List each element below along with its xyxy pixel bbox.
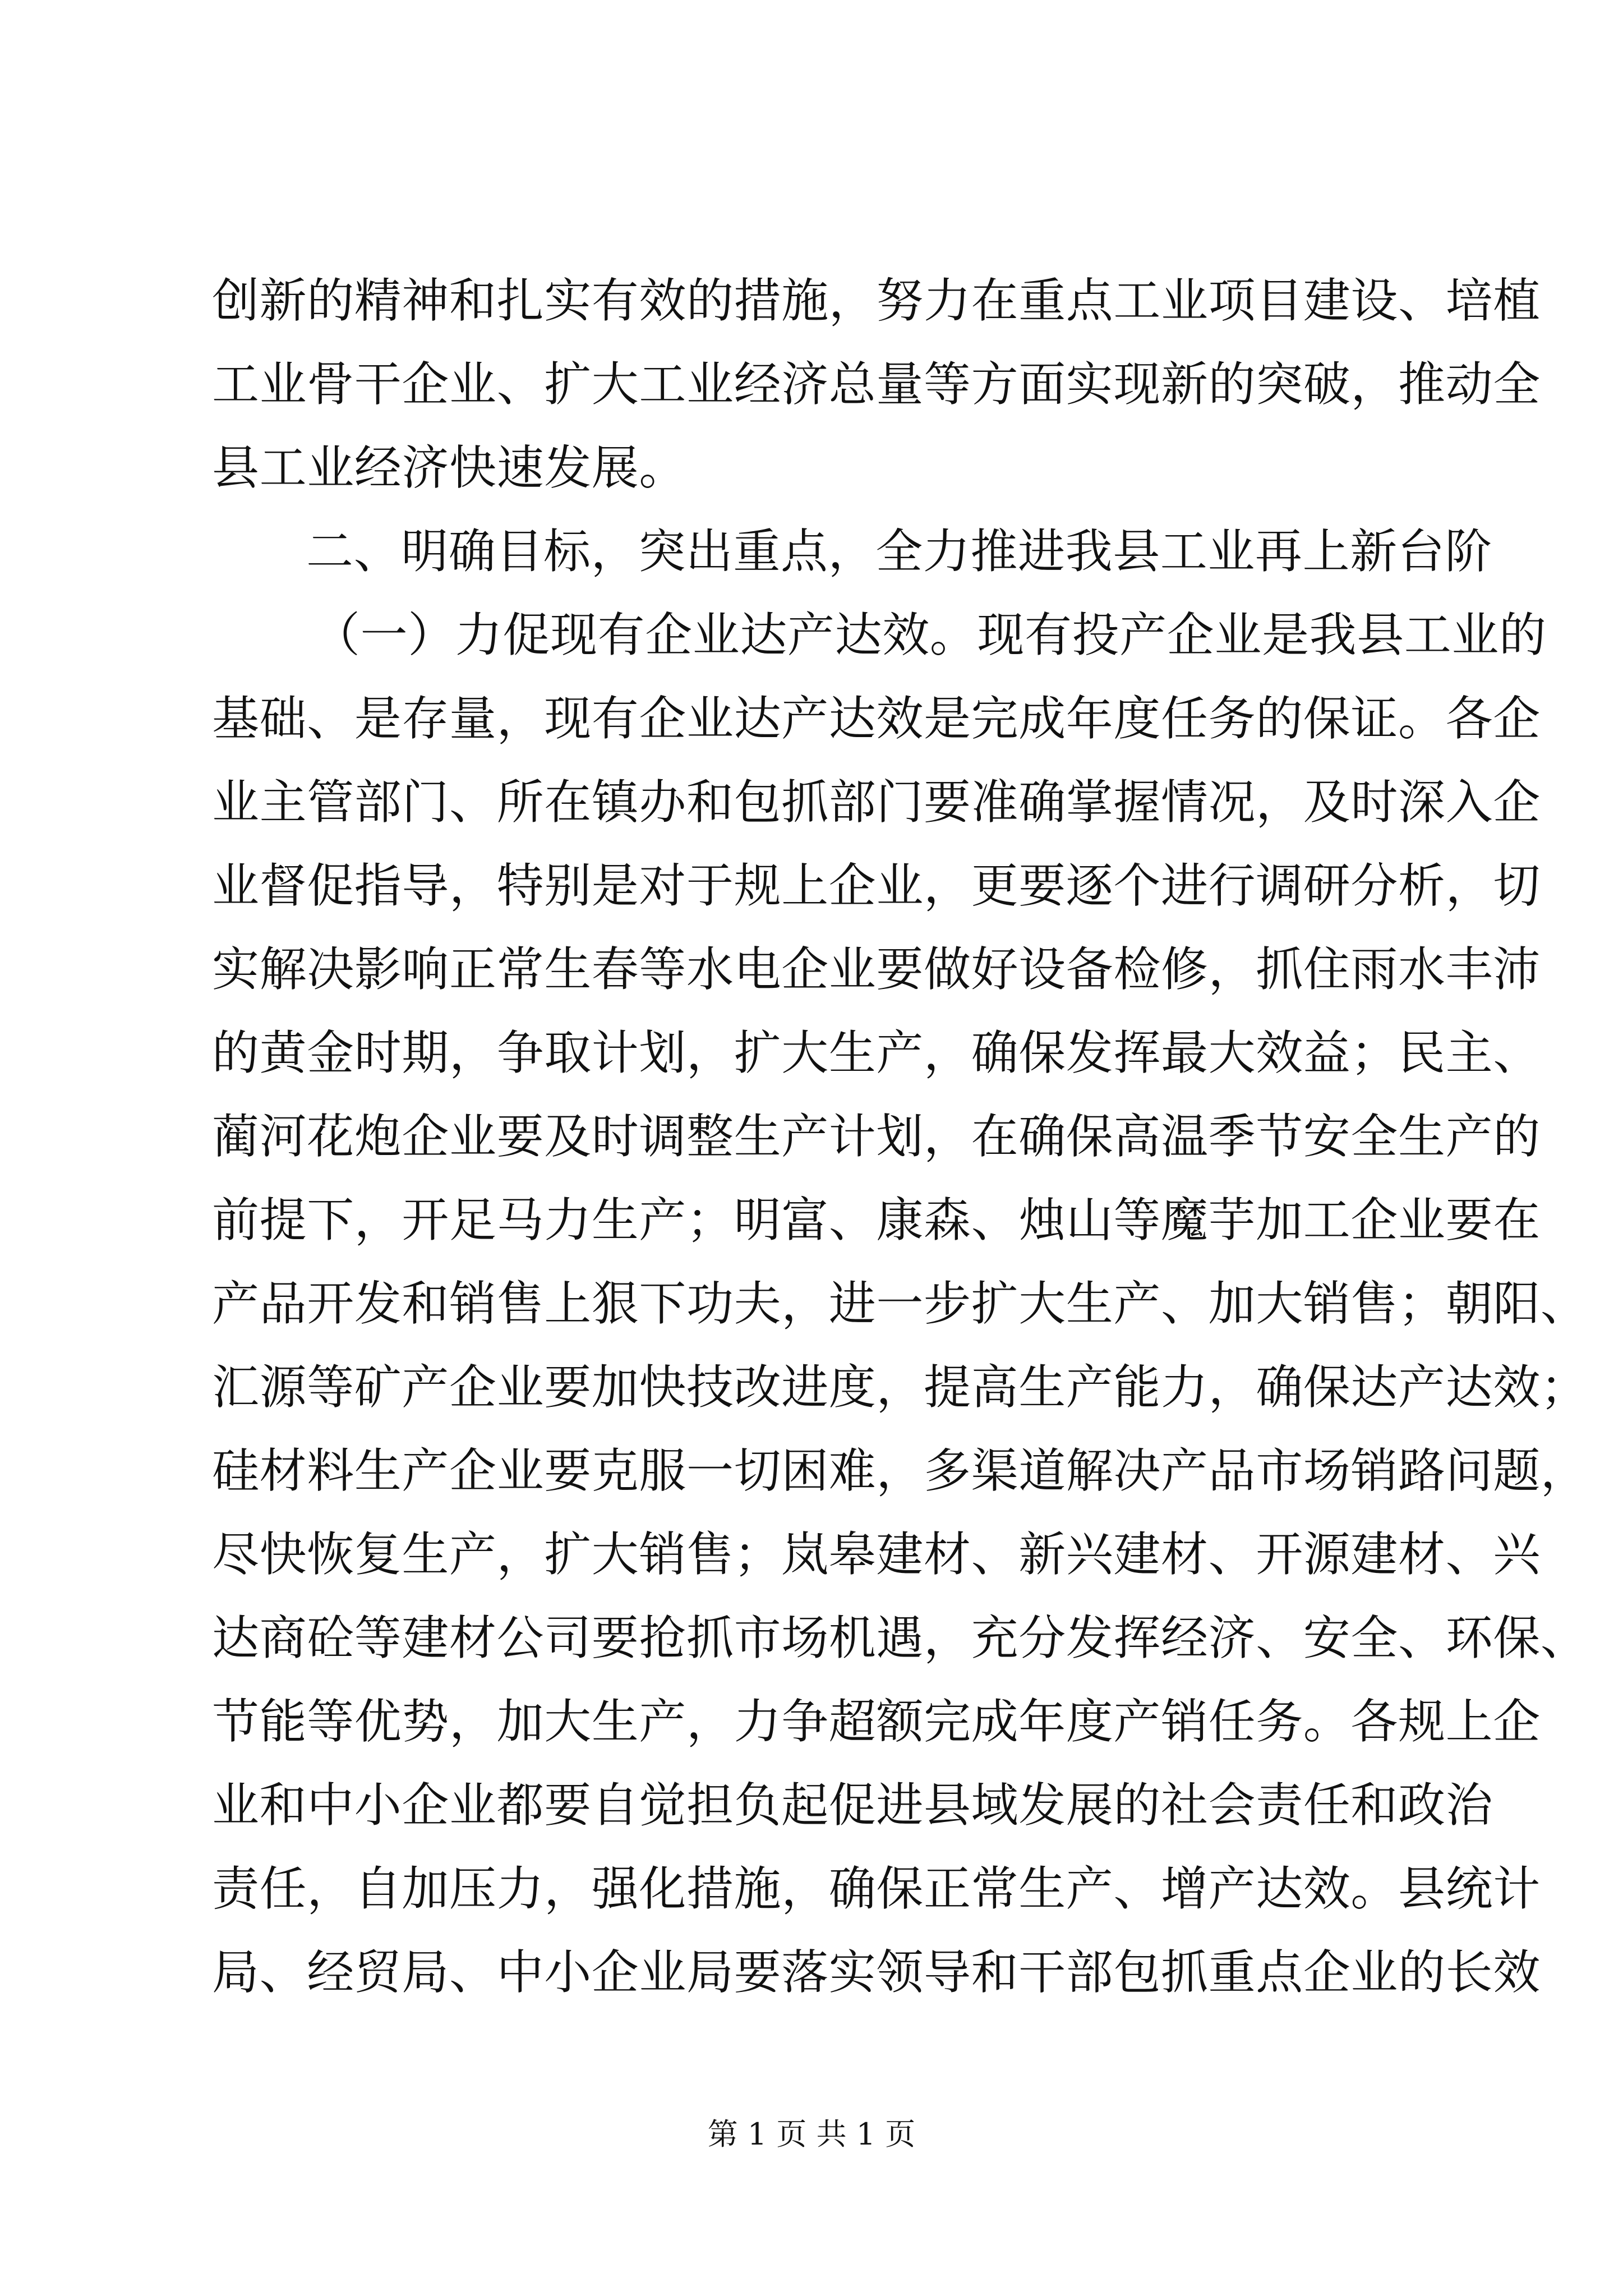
document-body bbox=[212, 259, 1588, 2014]
text-line-7: 业主管部门、所在镇办和包抓部门要准确掌握情况，及时深入企 bbox=[212, 775, 1541, 830]
text-line-20: 责任，自加压力，强化措施，确保正常生产、增产达效。县统计 bbox=[212, 1861, 1541, 1916]
text-line-1: 创新的精神和扎实有效的措施，努力在重点工业项目建设、培植 bbox=[212, 273, 1541, 328]
subsection-paragraph-start: （一）力促现有企业达产达效。现有投产企业是我县工业的 bbox=[313, 608, 1547, 662]
text-line-6: 基础、是存量，现有企业达产达效是完成年度任务的保证。各企 bbox=[212, 691, 1541, 746]
section-heading: 二、明确目标，突出重点，全力推进我县工业再上新台阶 bbox=[306, 524, 1493, 579]
text-line-17: 达商砼等建材公司要抢抓市场机遇，充分发挥经济、安全、环保、 bbox=[212, 1611, 1588, 1665]
text-line-10: 的黄金时期，争取计划，扩大生产，确保发挥最大效益；民主、 bbox=[212, 1025, 1541, 1080]
text-line-2: 工业骨干企业、扩大工业经济总量等方面实现新的突破，推动全 bbox=[212, 357, 1541, 412]
text-line-16: 尽快恢复生产，扩大销售；岚皋建材、新兴建材、开源建材、兴 bbox=[212, 1527, 1541, 1582]
text-line-3: 县工业经济快速发展。 bbox=[212, 440, 687, 495]
page-footer bbox=[0, 2115, 1623, 2154]
text-line-12: 前提下，开足马力生产；明富、康森、烛山等魔芋加工企业要在 bbox=[212, 1193, 1541, 1248]
page-number-label: 第 1 页 共 1 页 bbox=[707, 2116, 916, 2152]
text-line-14: 汇源等矿产企业要加快技改进度，提高生产能力，确保达产达效； bbox=[212, 1360, 1588, 1415]
text-line-13: 产品开发和销售上狠下功夫，进一步扩大生产、加大销售；朝阳、 bbox=[212, 1276, 1588, 1331]
text-line-15: 硅材料生产企业要克服一切困难，多渠道解决产品市场销路问题， bbox=[212, 1443, 1588, 1498]
text-line-11: 蔺河花炮企业要及时调整生产计划，在确保高温季节安全生产的 bbox=[212, 1109, 1541, 1164]
text-line-9: 实解决影响正常生春等水电企业要做好设备检修，抓住雨水丰沛 bbox=[212, 942, 1541, 997]
text-line-8: 业督促指导，特别是对于规上企业，更要逐个进行调研分析，切 bbox=[212, 858, 1541, 913]
text-line-18: 节能等优势，加大生产，力争超额完成年度产销任务。各规上企 bbox=[212, 1694, 1541, 1749]
text-line-21: 局、经贸局、中小企业局要落实领导和干部包抓重点企业的长效 bbox=[212, 1945, 1541, 2000]
text-line-19: 业和中小企业都要自觉担负起促进县域发展的社会责任和政治 bbox=[212, 1778, 1493, 1833]
